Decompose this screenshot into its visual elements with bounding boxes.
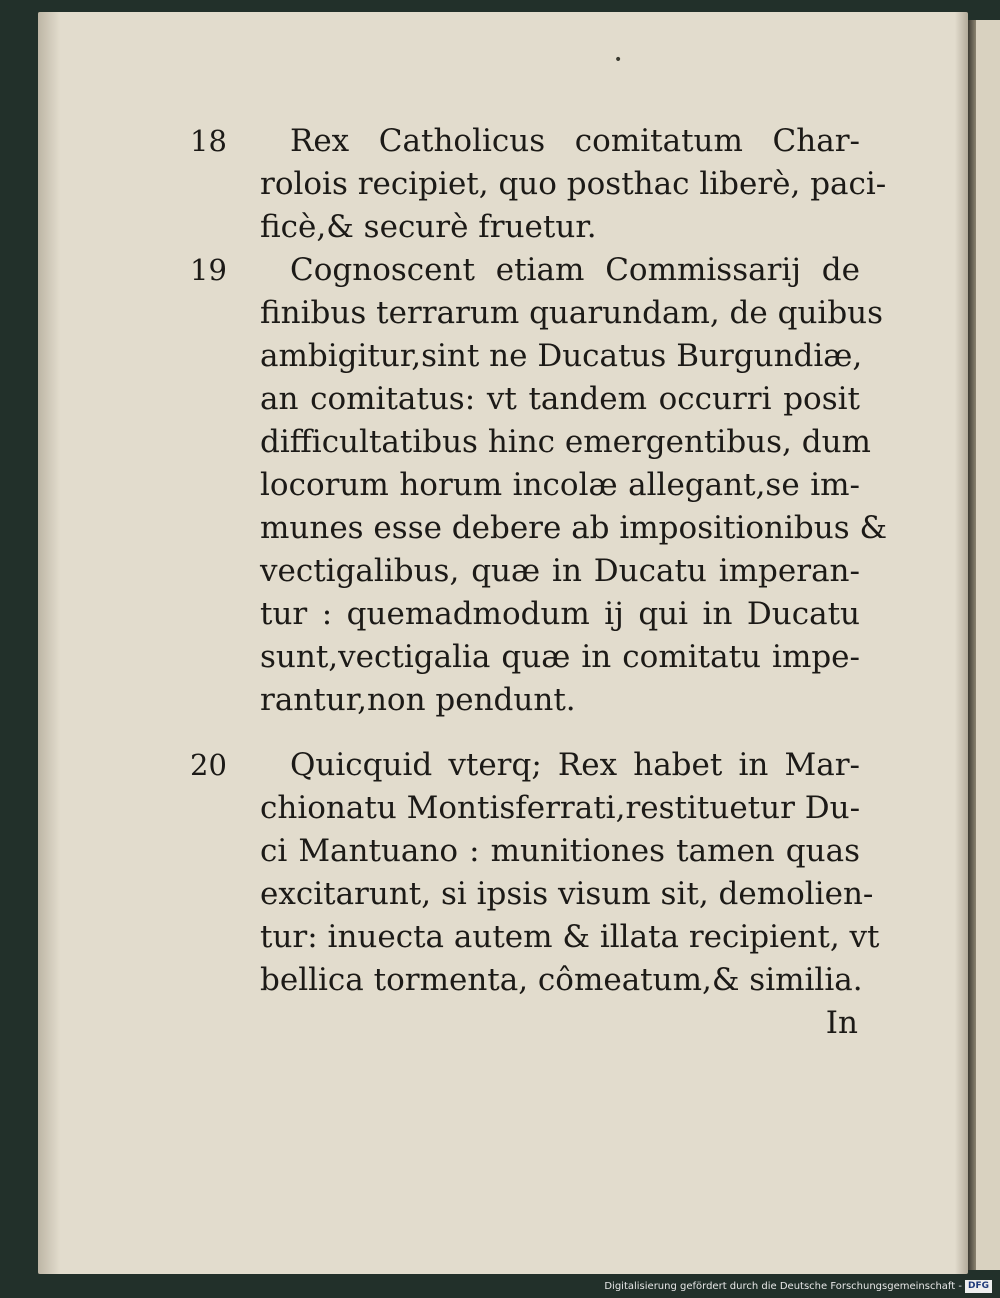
text-line: Rex Catholicus comitatum Char- (290, 123, 860, 159)
page-left-shadow (38, 12, 60, 1274)
text-line: an comitatus: vt tandem occurri posit (260, 381, 860, 417)
text-line: tur : quemadmodum ij qui in Ducatu (260, 596, 860, 632)
text-line: vectigalibus, quæ in Ducatu imperan- (260, 553, 860, 589)
article-18 (190, 120, 887, 249)
page-right-edge (955, 12, 968, 1274)
article-number: 19 (190, 253, 227, 287)
paragraph-gap (190, 722, 860, 744)
text-line: excitarunt, si ipsis visum sit, demolien- (260, 876, 874, 912)
text-line: Quicquid vterq; Rex habet in Mar- (290, 747, 860, 783)
text-line: difficultatibus hinc emergentibus, dum (260, 424, 871, 460)
text-line: ambigitur,sint ne Ducatus Burgundiæ, (260, 338, 863, 374)
text-block (190, 120, 888, 1045)
footer-text: Digitalisierung gefördert durch die Deutsche Forschungsgemeinschaft - (604, 1281, 962, 1292)
text-line: munes esse debere ab impositionibus & (260, 510, 888, 546)
article-19 (190, 249, 888, 722)
text-line: ficè,& securè fruetur. (260, 209, 597, 245)
text-line: chionatu Montisferrati,restituetur Du- (260, 790, 861, 826)
text-line: Cognoscent etiam Commissarij de (290, 252, 860, 288)
text-line: ci Mantuano : munitiones tamen quas (260, 833, 860, 869)
text-line: rantur,non pendunt. (260, 682, 576, 718)
dfg-logo: DFG (965, 1280, 992, 1293)
text-line: sunt,vectigalia quæ in comitatu impe- (260, 639, 860, 675)
text-line: locorum horum incolæ allegant,se im- (260, 467, 860, 503)
text-line: finibus terrarum quarundam, de quibus (260, 295, 884, 331)
article-20 (190, 744, 880, 1002)
article-number: 18 (190, 124, 227, 158)
catchword: In (825, 1005, 858, 1041)
article-number: 20 (190, 748, 227, 782)
text-line: rolois recipiet, quo posthac liberè, paci- (260, 166, 887, 202)
top-mark: • (614, 52, 623, 68)
digitization-footer (600, 1278, 992, 1296)
text-line: bellica tormenta, cômeatum,& similia. (260, 962, 863, 998)
text-line: tur: inuecta autem & illata recipient, vt (260, 919, 880, 955)
